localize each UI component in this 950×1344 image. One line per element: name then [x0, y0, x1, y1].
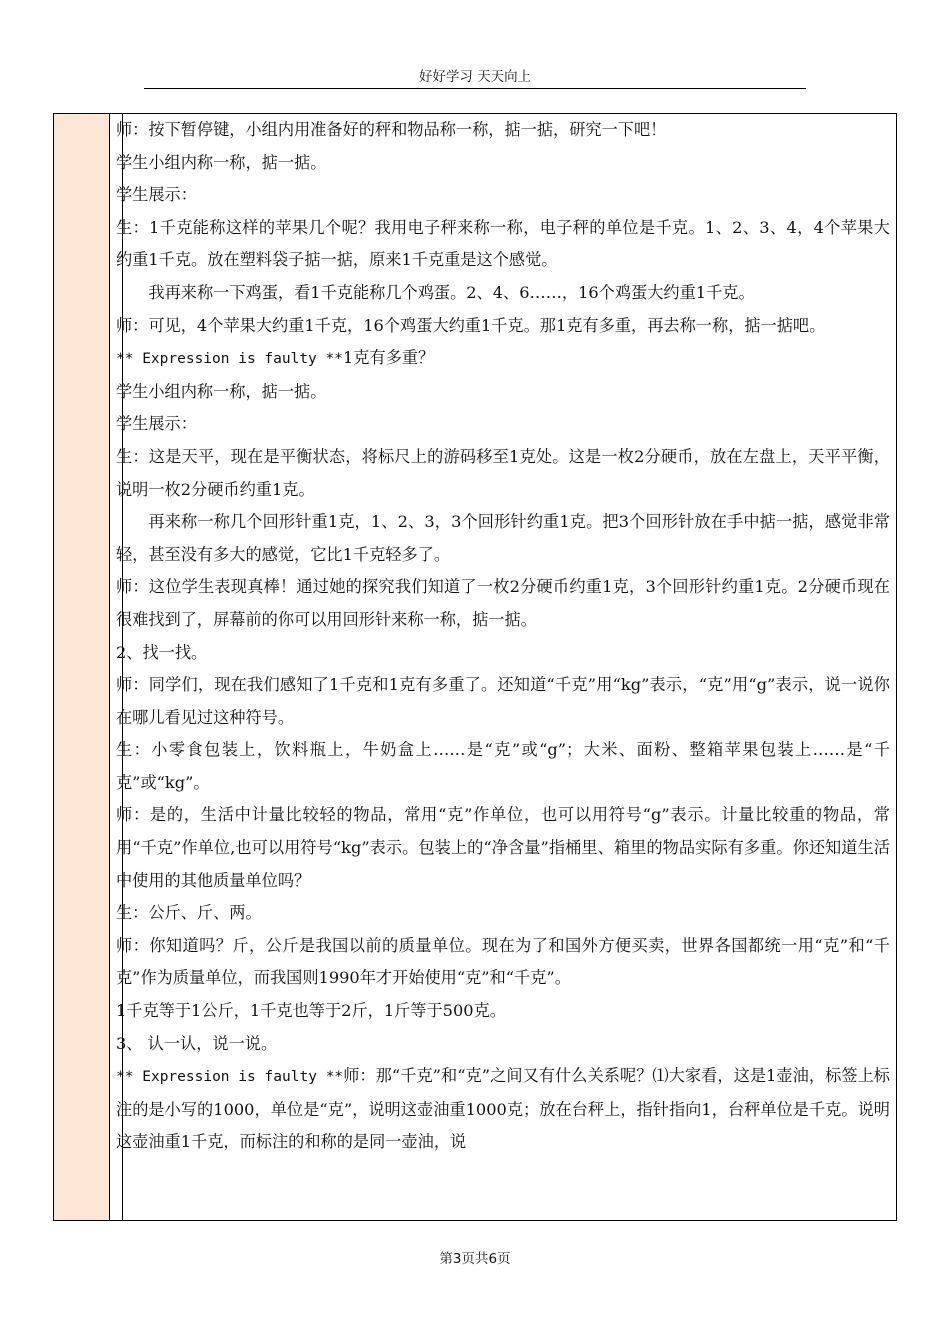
student-line: 生：公斤、斤、两。 — [116, 903, 262, 923]
lesson-content — [116, 114, 890, 1220]
student-line: 生：1千克能称这样的苹果几个呢？我用电子秤来称一称，电子秤的单位是千克。1、2、3、4，4个苹果大约重1千克。放在塑料袋子掂一掂，原来1千克重是这个感觉。 — [116, 217, 890, 270]
teacher-line: 师：这位学生表现真棒！通过她的探究我们知道了一枚2分硬币约重1克，3个回形针约重1克。2分硬币现在很难找到了，屏幕前的你可以用回形针来称一称，掂一掂。 — [116, 577, 890, 629]
student-demo-label: 学生展示： — [116, 414, 197, 434]
teacher-line: 师：是的，生活中计量比较轻的物品，常用“克”作单位，也可以用符号“g”表示。计量比较重的物品，常用“千克”作单位,也可以用符号“kg”表示。包装上的“净含量”指桶里、箱里的物品实际有多重。你还知道生活中使用的其他质量单位吗？ — [116, 805, 890, 890]
expression-error: ** Expression is faulty ** — [116, 1069, 344, 1086]
teacher-line: 师：你知道吗？斤，公斤是我国以前的质量单位。现在为了和国外方便买卖，世界各国都统一用“克”和“千克”作为质量单位，而我国则1990年才开始使用“克”和“千克”。 — [116, 935, 890, 988]
table-side-cell — [54, 114, 110, 1220]
student-line: 再来称一称几个回形针重1克，1、2、3，3个回形针约重1克。把3个回形针放在手中掂一掂，感觉非常轻，甚至没有多大的感觉，它比1千克轻多了。 — [116, 512, 890, 564]
section-heading: 3、 认一认，说一说。 — [116, 1033, 278, 1053]
header-divider — [144, 88, 806, 89]
student-line: 学生小组内称一称，掂一掂。 — [116, 381, 327, 401]
teacher-text: 师：那“千克”和“克”之间又有什么关系呢？⑴大家看，这是1壶油，标签上标注的是小写的1000，单位是“克”，说明这壶油重1000克；放在台秤上，指针指向1，台秤单位是千克。说明这壶油重1千克，而标注的和称的是同一壶油，说 — [116, 1066, 890, 1152]
teacher-line: 师：按下暂停键，小组内用准备好的秤和物品称一称，掂一掂，研究一下吧！ — [116, 120, 667, 139]
question-line — [116, 342, 890, 376]
page-header: 好好学习 天天向上 — [418, 69, 532, 85]
expression-error: ** Expression is faulty ** — [116, 351, 343, 368]
teacher-line: 师：同学们，现在我们感知了1千克和1克有多重了。还知道“千克”用“kg”表示，“克”用“g”表示，说一说你在哪儿看见过这种符号。 — [116, 675, 890, 727]
question-text: 1克有多重？ — [342, 348, 435, 368]
student-line: 生：小零食包装上，饮料瓶上，牛奶盒上……是“克”或“g”；大米、面粉、整箱苹果包装上……是“千克”或“kg”。 — [116, 740, 890, 792]
teacher-line — [116, 1060, 890, 1159]
student-line: 学生小组内称一称，掂一掂。 — [116, 152, 327, 172]
page-footer: 第3页共6页 — [439, 1251, 511, 1267]
student-demo-label: 学生展示： — [116, 185, 197, 205]
section-heading: 2、找一找。 — [116, 642, 208, 662]
student-line: 我再来称一下鸡蛋，看1千克能称几个鸡蛋。2、4、6……，16个鸡蛋大约重1千克。 — [148, 282, 755, 302]
teacher-line: 师：可见，4个苹果大约重1千克，16个鸡蛋大约重1千克。那1克有多重，再去称一称，掂一掂吧。 — [116, 315, 826, 335]
unit-conversion-line: 1千克等于1公斤，1千克也等于2斤，1斤等于500克。 — [116, 1001, 506, 1021]
student-line: 生：这是天平，现在是平衡状态，将标尺上的游码移至1克处。这是一枚2分硬币，放在左盘上，天平平衡，说明一枚2分硬币约重1克。 — [116, 446, 890, 499]
